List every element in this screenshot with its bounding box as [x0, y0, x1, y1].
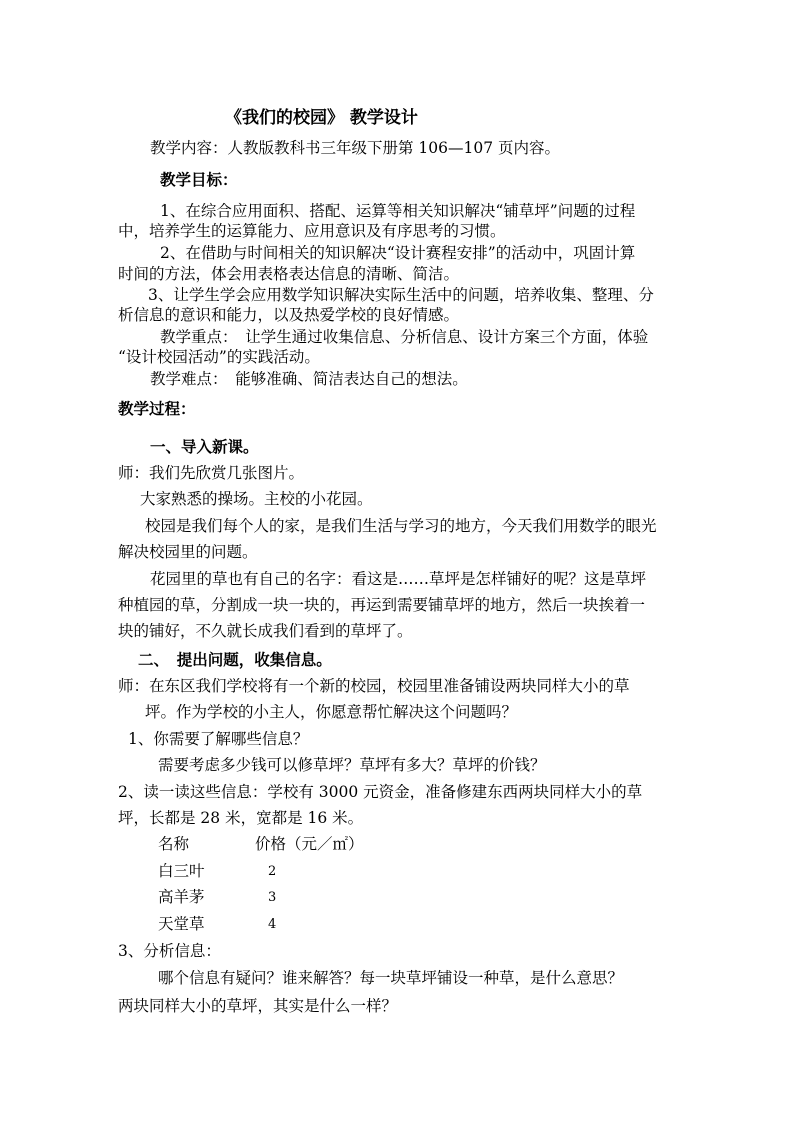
table-header-price: 价格（元／㎡）: [255, 835, 364, 853]
question-2-line2: 坪，长都是 28 米，宽都是 16 米。: [118, 809, 364, 827]
section1-heading: 一、导入新课。: [150, 437, 259, 456]
goal3-line2: 析信息的意识和能力，以及热爱学校的良好情感。: [118, 306, 460, 324]
question-1: 1、你需要了解哪些信息？: [128, 730, 309, 748]
goal3-line1: 3、让学生学会应用数学知识解决实际生活中的问题，培养收集、整理、分: [148, 286, 654, 304]
question-3-line1: 哪个信息有疑问？谁来解答？每一块草坪铺设一种草，是什么意思？: [158, 969, 624, 987]
question-3-line2: 两块同样大小的草坪，其实是什么一样？: [118, 997, 398, 1015]
paragraph-3-line1: 校园是我们每个人的家，是我们生活与学习的地方，今天我们用数学的眼光: [145, 517, 657, 535]
goal2-line2: 时间的方法，体会用表格表达信息的清晰、简洁。: [118, 265, 460, 283]
section2-heading: 二、 提出问题，收集信息。: [138, 650, 332, 669]
table-row-name: 高羊茅: [158, 888, 205, 906]
content-line: 教学内容：人教版教科书三年级下册第 106—107 页内容。: [150, 139, 561, 157]
question-3: 3、分析信息：: [118, 942, 221, 960]
process-heading: 教学过程：: [118, 399, 196, 418]
paragraph-5-line2: 坪。作为学校的小主人，你愿意帮忙解决这个问题吗？: [145, 703, 518, 721]
question-1-answer: 需要考虑多少钱可以修草坪？草坪有多大？草坪的价钱？: [158, 756, 546, 774]
goal1-line2: 中，培养学生的运算能力、应用意识及有序思考的习惯。: [118, 222, 506, 240]
goals-heading: 教学目标：: [160, 170, 238, 189]
paragraph-4-line3: 块的铺好，不久就长成我们看到的草坪了。: [118, 622, 413, 640]
paragraph-5-line1: 师：在东区我们学校将有一个新的校园，校园里准备铺设两块同样大小的草: [118, 677, 630, 695]
paragraph-4-line1: 花园里的草也有自己的名字：看这是……草坪是怎样铺好的呢？这是草坪: [150, 570, 647, 588]
goal1-line1: 1、在综合应用面积、搭配、运算等相关知识解决“铺草坪”问题的过程: [160, 202, 636, 220]
paragraph-2: 大家熟悉的操场。主校的小花园。: [140, 490, 373, 508]
paragraph-3-line2: 解决校园里的问题。: [118, 543, 258, 561]
paragraph-4-line2: 种植园的草，分割成一块一块的，再运到需要铺草坪的地方，然后一块挨着一: [118, 596, 646, 614]
question-2-line1: 2、读一读这些信息：学校有 3000 元资金，准备修建东西两块同样大小的草: [118, 783, 643, 801]
difficulty-line: 教学难点： 能够准确、简洁表达自己的想法。: [150, 370, 468, 388]
table-row-price: 2: [268, 864, 277, 879]
table-row-price: 4: [268, 917, 277, 932]
table-row-name: 天堂草: [158, 915, 205, 933]
table-row-price: 3: [268, 890, 277, 905]
doc-title: 《我们的校园》 教学设计: [225, 108, 418, 128]
paragraph-1: 师：我们先欣赏几张图片。: [118, 464, 305, 482]
key-point-line2: “设计校园活动”的实践活动。: [118, 348, 320, 366]
key-point-line1: 教学重点： 让学生通过收集信息、分析信息、设计方案三个方面，体验: [160, 328, 649, 346]
table-header-name: 名称: [158, 835, 190, 853]
goal2-line1: 2、在借助与时间相关的知识解决“设计赛程安排”的活动中，巩固计算: [160, 244, 636, 262]
table-row-name: 白三叶: [158, 862, 205, 880]
